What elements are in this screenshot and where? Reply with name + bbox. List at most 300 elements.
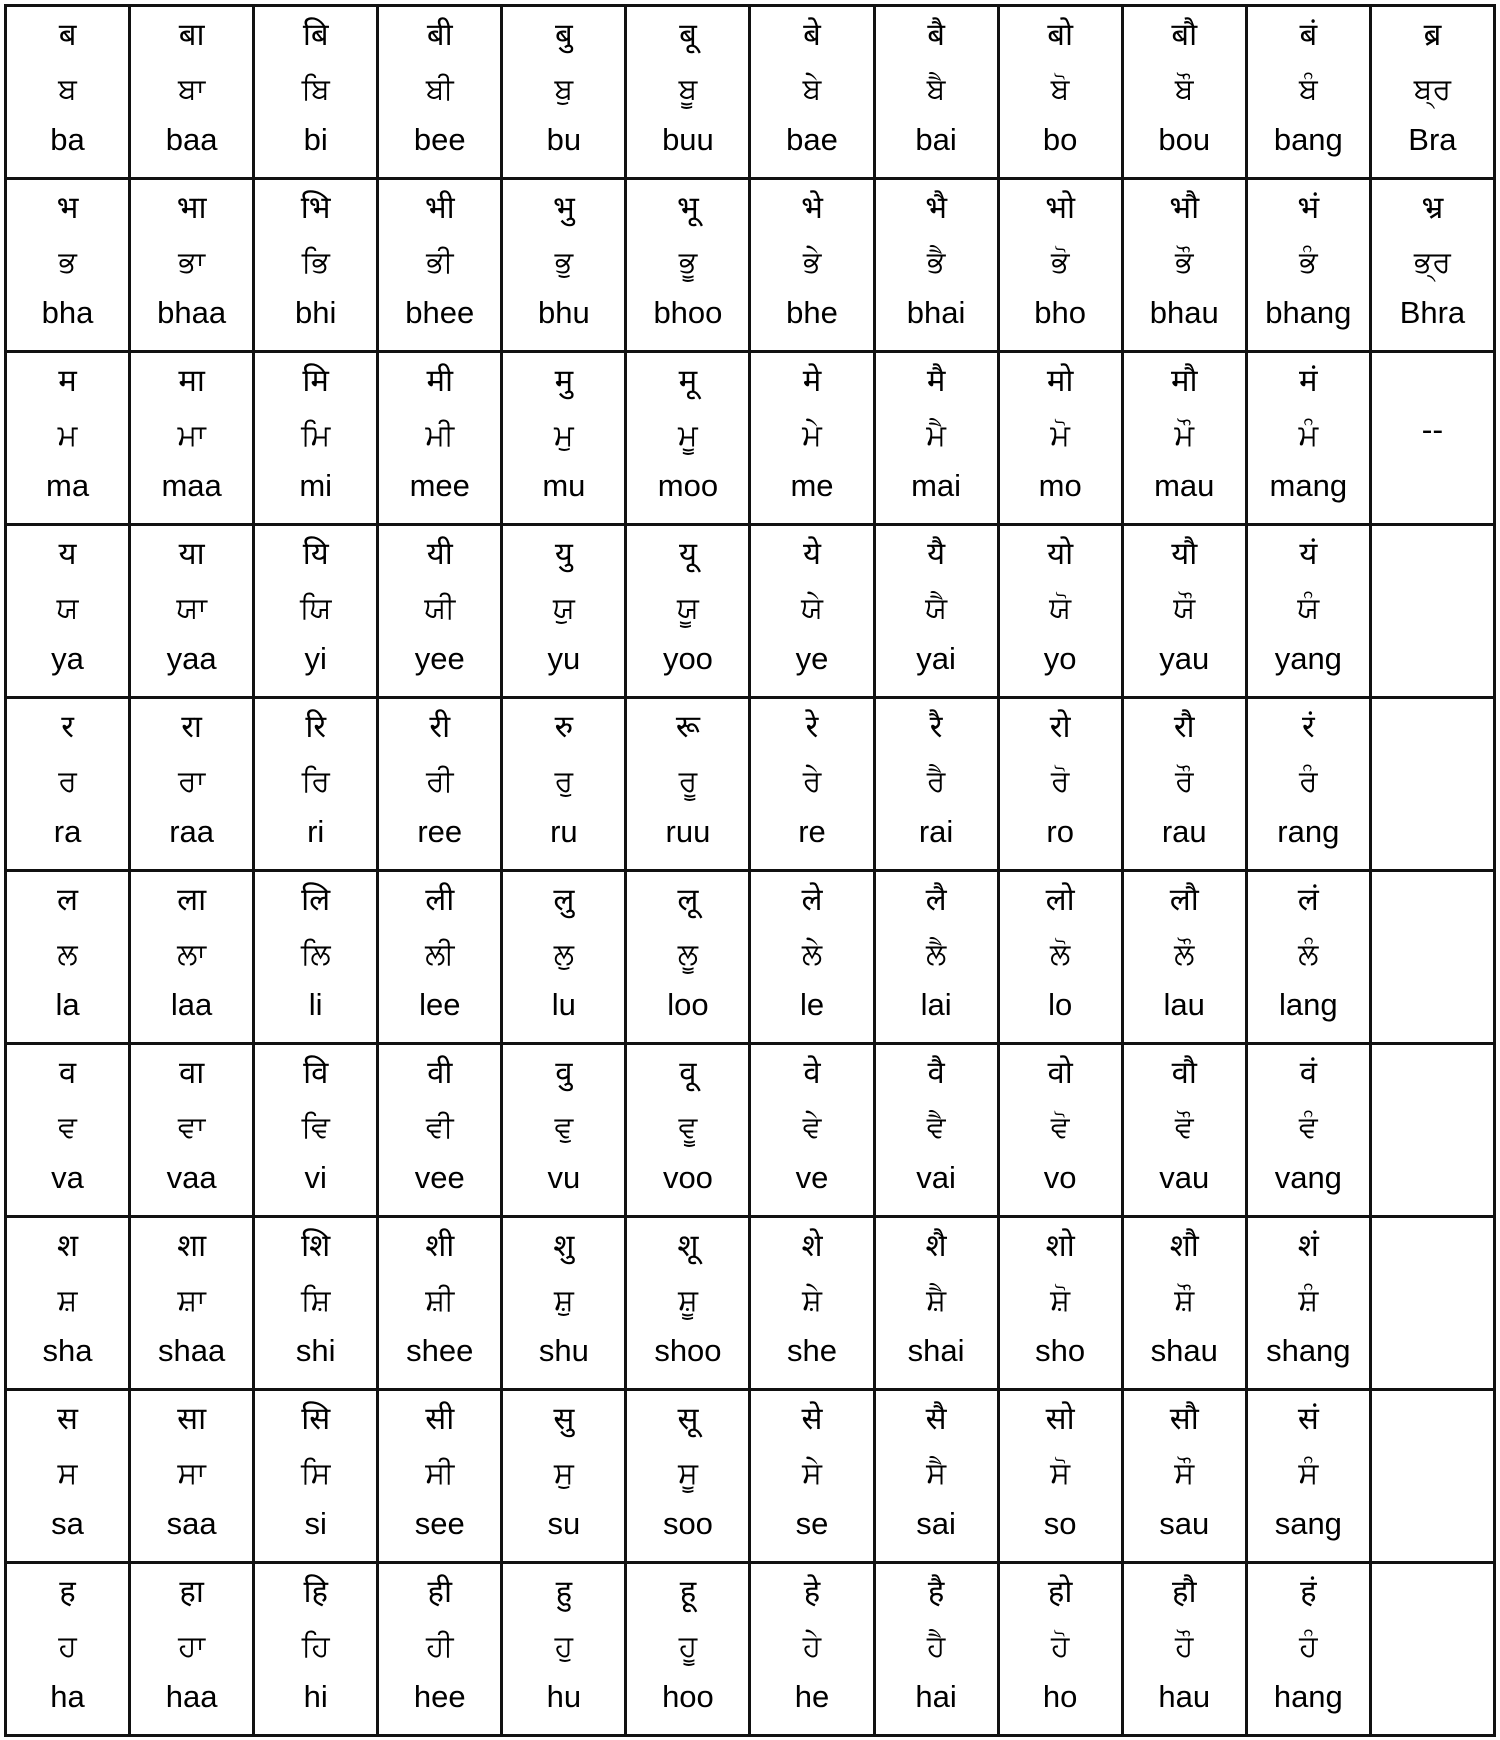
gurmukhi-text: ਲੌ	[1174, 937, 1195, 972]
devanagari-text: बी	[426, 17, 453, 53]
gurmukhi-text: ਸੋ	[1050, 1456, 1071, 1491]
devanagari-text: भौ	[1169, 190, 1200, 226]
gurmukhi-text: ਭੁ	[554, 245, 574, 280]
devanagari-text: हा	[179, 1574, 204, 1610]
roman-text: su	[547, 1506, 581, 1541]
gurmukhi-text: ਭਿ	[301, 245, 330, 280]
roman-text: yu	[547, 641, 581, 676]
devanagari-text: लू	[677, 882, 699, 918]
gurmukhi-text: ਰੂ	[678, 764, 698, 799]
roman-text: laa	[170, 987, 213, 1022]
devanagari-text: सं	[1297, 1401, 1319, 1437]
roman-text: sai	[916, 1506, 956, 1541]
table-cell	[1246, 1217, 1370, 1390]
gurmukhi-text: ਭੰ	[1299, 245, 1318, 280]
gurmukhi-text: ਸ਼ੇ	[802, 1283, 822, 1318]
gurmukhi-text: ਬ੍ਰ	[1413, 72, 1452, 107]
devanagari-text: हि	[303, 1574, 328, 1610]
gurmukhi-text: ਮਿ	[300, 418, 331, 453]
gurmukhi-text: ਭੌ	[1175, 245, 1194, 280]
devanagari-text: हे	[803, 1574, 821, 1610]
devanagari-text: भी	[424, 190, 455, 226]
roman-text: buu	[662, 122, 714, 157]
gurmukhi-text: ਰੰ	[1299, 764, 1318, 799]
roman-text: bee	[413, 122, 466, 157]
table-cell	[1370, 1217, 1494, 1390]
table-cell	[254, 1044, 378, 1217]
table-cell	[1246, 6, 1370, 179]
devanagari-text: रु	[554, 709, 574, 745]
gurmukhi-text: ਸ਼ੀ	[425, 1283, 455, 1318]
devanagari-text: भु	[552, 190, 575, 226]
table-cell	[130, 1044, 254, 1217]
table-cell	[6, 1390, 130, 1563]
devanagari-text: वू	[679, 1055, 697, 1091]
table-row	[6, 1044, 1495, 1217]
roman-text: mu	[542, 468, 586, 503]
table-row	[6, 525, 1495, 698]
devanagari-text: यो	[1047, 536, 1074, 572]
roman-text: voo	[662, 1160, 713, 1195]
devanagari-text: बू	[679, 17, 697, 53]
table-cell	[626, 525, 750, 698]
devanagari-text: मी	[426, 363, 454, 399]
gurmukhi-text: ਸ਼ਿ	[300, 1283, 331, 1318]
devanagari-text: यै	[927, 536, 946, 572]
table-cell	[874, 6, 998, 179]
table-cell	[1246, 1390, 1370, 1563]
table-cell	[502, 1563, 626, 1736]
roman-text: mi	[299, 468, 333, 503]
gurmukhi-text: ਬੋ	[1050, 72, 1070, 107]
gurmukhi-text: ਸ਼ੰ	[1298, 1283, 1319, 1318]
table-cell	[1122, 1390, 1246, 1563]
gurmukhi-text: ਲੰ	[1298, 937, 1319, 972]
table-cell	[1122, 525, 1246, 698]
roman-text: he	[794, 1679, 830, 1714]
table-cell	[6, 1217, 130, 1390]
devanagari-text: मा	[178, 363, 205, 399]
gurmukhi-text: ਸ਼ੂ	[677, 1283, 698, 1318]
gurmukhi-text: ਮੂ	[678, 418, 698, 453]
roman-text: vu	[547, 1160, 581, 1195]
table-cell	[626, 698, 750, 871]
table-cell	[626, 1563, 750, 1736]
gurmukhi-text: ਸੈ	[926, 1456, 947, 1491]
devanagari-text: सु	[553, 1401, 575, 1437]
gurmukhi-text: ਬੰ	[1298, 72, 1318, 107]
devanagari-text: सू	[677, 1401, 699, 1437]
gurmukhi-text: ਮੀ	[425, 418, 455, 453]
table-cell	[1122, 6, 1246, 179]
gurmukhi-text: ਬਾ	[177, 72, 206, 107]
roman-text: ve	[795, 1160, 829, 1195]
gurmukhi-text: ਬਿ	[301, 72, 330, 107]
devanagari-text: बा	[178, 17, 205, 53]
devanagari-text: ले	[801, 882, 823, 918]
roman-text: lee	[419, 987, 461, 1022]
table-cell	[750, 1563, 874, 1736]
roman-text: shu	[538, 1333, 589, 1368]
table-cell	[874, 525, 998, 698]
table-cell	[1122, 698, 1246, 871]
gurmukhi-text: ਹੁ	[554, 1629, 574, 1664]
table-cell	[6, 1044, 130, 1217]
table-cell	[626, 6, 750, 179]
gurmukhi-text: ਵ	[58, 1110, 77, 1145]
gurmukhi-text: ਵੀ	[425, 1110, 454, 1145]
devanagari-text: लो	[1045, 882, 1075, 918]
roman-text: bhaa	[157, 295, 227, 330]
table-cell	[1122, 1563, 1246, 1736]
gurmukhi-text: ਰੌ	[1174, 764, 1194, 799]
table-cell	[130, 352, 254, 525]
gurmukhi-text: ਮਾ	[177, 418, 206, 453]
roman-text: hoo	[662, 1679, 714, 1714]
roman-text: baa	[165, 122, 218, 157]
roman-text: bhoo	[653, 295, 723, 330]
gurmukhi-text: ਮ	[57, 418, 78, 453]
table-cell	[378, 1044, 502, 1217]
gurmukhi-text: ਹੌ	[1175, 1629, 1194, 1664]
table-cell	[378, 6, 502, 179]
table-cell	[998, 871, 1122, 1044]
devanagari-text: सा	[177, 1401, 207, 1437]
roman-text: lang	[1279, 987, 1338, 1022]
roman-text: se	[795, 1506, 829, 1541]
roman-text: ma	[46, 468, 90, 503]
gurmukhi-text: ਭੋ	[1050, 245, 1070, 280]
gurmukhi-text: ਲਿ	[300, 937, 331, 972]
table-cell	[750, 6, 874, 179]
roman-text: moo	[657, 468, 719, 503]
gurmukhi-text: ਸੀ	[425, 1456, 455, 1491]
devanagari-text: मं	[1299, 363, 1318, 399]
devanagari-text: शौ	[1169, 1228, 1199, 1264]
gurmukhi-text: ਹੂ	[678, 1629, 698, 1664]
table-cell	[750, 179, 874, 352]
table-cell	[998, 1044, 1122, 1217]
roman-text: yang	[1274, 641, 1342, 676]
gurmukhi-text: ਲੂ	[677, 937, 699, 972]
roman-text: ye	[795, 641, 829, 676]
gurmukhi-text: ਸੇ	[802, 1456, 822, 1491]
gurmukhi-text: ਵੰ	[1298, 1110, 1318, 1145]
table-row	[6, 1390, 1495, 1563]
table-cell	[874, 179, 998, 352]
roman-text: shoo	[654, 1333, 722, 1368]
table-cell	[6, 1563, 130, 1736]
table-cell	[1122, 179, 1246, 352]
gurmukhi-text: ਲੈ	[925, 937, 947, 972]
roman-text: loo	[667, 987, 709, 1022]
table-cell	[998, 1390, 1122, 1563]
devanagari-text: शै	[925, 1228, 947, 1264]
table-cell	[502, 698, 626, 871]
table-cell	[6, 525, 130, 698]
gurmukhi-text: ਯੇ	[800, 591, 824, 626]
roman-text: la	[55, 987, 80, 1022]
table-cell	[998, 1563, 1122, 1736]
devanagari-text: री	[429, 709, 451, 745]
gurmukhi-text: ਮੋ	[1050, 418, 1071, 453]
table-cell	[502, 1390, 626, 1563]
devanagari-text: लौ	[1169, 882, 1199, 918]
roman-text: Bhra	[1399, 295, 1466, 330]
table-cell	[502, 871, 626, 1044]
roman-text: shi	[295, 1333, 336, 1368]
roman-text: mo	[1038, 468, 1082, 503]
table-cell	[378, 1563, 502, 1736]
table-cell	[130, 179, 254, 352]
roman-text: bhai	[906, 295, 966, 330]
gurmukhi-text: ਯੋ	[1049, 591, 1072, 626]
table-cell	[502, 1044, 626, 1217]
roman-text: lo	[1048, 987, 1073, 1022]
devanagari-text: है	[927, 1574, 945, 1610]
table-cell	[874, 1390, 998, 1563]
roman-text: vai	[916, 1160, 956, 1195]
devanagari-text: शा	[177, 1228, 207, 1264]
roman-text: yi	[304, 641, 327, 676]
table-cell	[626, 352, 750, 525]
roman-text: yo	[1043, 641, 1077, 676]
table-cell	[254, 1217, 378, 1390]
gurmukhi-text: ਰੇ	[802, 764, 822, 799]
gurmukhi-text: ਹੀ	[426, 1629, 454, 1664]
gurmukhi-text: ਯੂ	[676, 591, 699, 626]
table-cell	[1246, 525, 1370, 698]
gurmukhi-text: ਬੈ	[926, 72, 946, 107]
table-cell	[378, 352, 502, 525]
table-cell	[998, 179, 1122, 352]
table-cell	[1370, 1044, 1494, 1217]
table-row	[6, 179, 1495, 352]
table-cell	[502, 352, 626, 525]
devanagari-text: शि	[301, 1228, 331, 1264]
devanagari-text: बं	[1299, 17, 1318, 53]
gurmukhi-text: ਵੋ	[1050, 1110, 1070, 1145]
table-cell	[998, 352, 1122, 525]
gurmukhi-text: ਬੇ	[802, 72, 822, 107]
roman-text: me	[790, 468, 834, 503]
roman-text: shai	[907, 1333, 965, 1368]
roman-text: maa	[161, 468, 222, 503]
devanagari-text: मे	[802, 363, 822, 399]
roman-text: ru	[550, 814, 578, 849]
devanagari-text: वि	[303, 1055, 329, 1091]
devanagari-text: मौ	[1170, 363, 1198, 399]
devanagari-text: म	[58, 363, 77, 399]
devanagari-text: यू	[678, 536, 697, 572]
devanagari-text: यु	[554, 536, 573, 572]
devanagari-text: लै	[925, 882, 947, 918]
gurmukhi-text: ਮੇ	[802, 418, 822, 453]
table-cell	[6, 698, 130, 871]
table-cell	[1370, 179, 1494, 352]
table-cell	[1370, 871, 1494, 1044]
roman-text: she	[787, 1333, 837, 1368]
table-cell	[1246, 1563, 1370, 1736]
table-cell	[998, 525, 1122, 698]
table-cell	[502, 525, 626, 698]
table-cell	[750, 871, 874, 1044]
devanagari-text: यि	[302, 536, 329, 572]
roman-text: ro	[1046, 814, 1074, 849]
devanagari-text: शं	[1297, 1228, 1319, 1264]
roman-text: saa	[166, 1506, 217, 1541]
gurmukhi-text: ਯ	[56, 591, 79, 626]
roman-text: ho	[1042, 1679, 1078, 1714]
gurmukhi-text: ਮੈ	[926, 418, 946, 453]
devanagari-text: शू	[677, 1228, 699, 1264]
devanagari-text: सो	[1045, 1401, 1075, 1437]
gurmukhi-text: ਹੈ	[926, 1629, 946, 1664]
devanagari-text: लु	[553, 882, 575, 918]
gurmukhi-text: ਬ	[58, 72, 77, 107]
gurmukhi-text: ਸ਼ੋ	[1050, 1283, 1071, 1318]
table-cell	[750, 525, 874, 698]
roman-text: shaa	[158, 1333, 226, 1368]
roman-text: so	[1043, 1506, 1077, 1541]
devanagari-text: वो	[1047, 1055, 1073, 1091]
roman-text: shau	[1150, 1333, 1218, 1368]
devanagari-text: शी	[425, 1228, 455, 1264]
roman-text: ba	[50, 122, 85, 157]
gurmukhi-text: ਵਿ	[301, 1110, 330, 1145]
table-cell	[626, 1390, 750, 1563]
devanagari-text: वा	[178, 1055, 205, 1091]
table-cell	[874, 1044, 998, 1217]
devanagari-text: स	[57, 1401, 79, 1437]
gurmukhi-text: ਵੁ	[554, 1110, 574, 1145]
devanagari-text: ये	[803, 536, 821, 572]
roman-text: bhu	[537, 295, 590, 330]
gurmukhi-text: ਸਾ	[177, 1456, 206, 1491]
devanagari-text: हं	[1300, 1574, 1317, 1610]
roman-text: bhi	[295, 295, 337, 330]
gurmukhi-text: ਸ਼ੈ	[926, 1283, 947, 1318]
roman-text: le	[799, 987, 825, 1022]
table-cell	[378, 698, 502, 871]
devanagari-text: वं	[1299, 1055, 1317, 1091]
table-cell	[998, 1217, 1122, 1390]
table-cell	[1370, 1390, 1494, 1563]
table-cell	[1370, 698, 1494, 871]
roman-text: yau	[1159, 641, 1210, 676]
table-cell	[1370, 1563, 1494, 1736]
devanagari-text: भू	[677, 190, 699, 226]
table-cell	[1370, 352, 1494, 525]
table-cell	[130, 698, 254, 871]
gurmukhi-text: ਸ਼	[57, 1283, 78, 1318]
roman-text: bhang	[1265, 295, 1352, 330]
devanagari-text: हो	[1047, 1574, 1073, 1610]
table-cell	[378, 1217, 502, 1390]
table-body	[6, 6, 1495, 1736]
table-cell	[1370, 6, 1494, 179]
devanagari-text: श	[56, 1228, 79, 1264]
gurmukhi-text: ਬੁ	[554, 72, 574, 107]
roman-text: rau	[1161, 814, 1207, 849]
devanagari-text: यी	[426, 536, 453, 572]
table-cell	[130, 1390, 254, 1563]
devanagari-text: हू	[679, 1574, 697, 1610]
devanagari-text: हु	[555, 1574, 573, 1610]
roman-text: vi	[304, 1160, 327, 1195]
roman-text: bai	[915, 122, 957, 157]
roman-text: ree	[417, 814, 463, 849]
roman-text: vau	[1159, 1160, 1210, 1195]
devanagari-text: रि	[305, 709, 327, 745]
devanagari-text: मै	[926, 363, 946, 399]
table-row	[6, 871, 1495, 1044]
roman-text: vaa	[166, 1160, 217, 1195]
devanagari-text: ला	[177, 882, 207, 918]
table-row	[6, 1563, 1495, 1736]
gurmukhi-text: ਯਾ	[176, 591, 207, 626]
table-cell	[254, 871, 378, 1044]
gurmukhi-text: ਹੋ	[1050, 1629, 1070, 1664]
roman-text: li	[308, 987, 323, 1022]
table-cell	[874, 1217, 998, 1390]
devanagari-text: रो	[1049, 709, 1071, 745]
table-cell	[6, 352, 130, 525]
roman-text: yai	[916, 641, 956, 676]
roman-text: mee	[409, 468, 470, 503]
table-cell	[998, 6, 1122, 179]
table-cell	[750, 698, 874, 871]
gurmukhi-text: ਸ਼ੌ	[1174, 1283, 1195, 1318]
gurmukhi-text: ਸੁ	[553, 1456, 574, 1491]
table-cell	[378, 179, 502, 352]
devanagari-text: मू	[678, 363, 698, 399]
roman-text: ra	[53, 814, 82, 849]
devanagari-text: मि	[302, 363, 329, 399]
roman-text: bho	[1034, 295, 1087, 330]
roman-text: hu	[546, 1679, 582, 1714]
gurmukhi-text: ਯੁ	[552, 591, 575, 626]
table-cell	[626, 871, 750, 1044]
table-cell	[1246, 871, 1370, 1044]
roman-text: hai	[915, 1679, 957, 1714]
devanagari-text: व	[58, 1055, 77, 1091]
roman-text: lai	[920, 987, 952, 1022]
gurmukhi-text: ਯੀ	[424, 591, 456, 626]
devanagari-text: रू	[675, 709, 700, 745]
gurmukhi-text: ਹਿ	[301, 1629, 330, 1664]
roman-text: sho	[1035, 1333, 1086, 1368]
roman-text: shee	[406, 1333, 474, 1368]
devanagari-text: यौ	[1171, 536, 1198, 572]
devanagari-text: भा	[176, 190, 207, 226]
gurmukhi-text: ਸੌ	[1174, 1456, 1195, 1491]
gurmukhi-text: ਰਿ	[301, 764, 330, 799]
devanagari-text: भ्र	[1421, 190, 1444, 226]
devanagari-text: से	[801, 1401, 823, 1437]
table-cell	[1122, 871, 1246, 1044]
table-cell	[254, 1563, 378, 1736]
table-cell	[874, 698, 998, 871]
devanagari-text: शे	[801, 1228, 823, 1264]
roman-text: ruu	[665, 814, 711, 849]
table-cell	[254, 6, 378, 179]
table-cell	[6, 179, 130, 352]
gurmukhi-text: ਲੋ	[1050, 937, 1071, 972]
gurmukhi-text: ਯੈ	[925, 591, 948, 626]
devanagari-text: वै	[927, 1055, 945, 1091]
table-cell	[130, 1217, 254, 1390]
